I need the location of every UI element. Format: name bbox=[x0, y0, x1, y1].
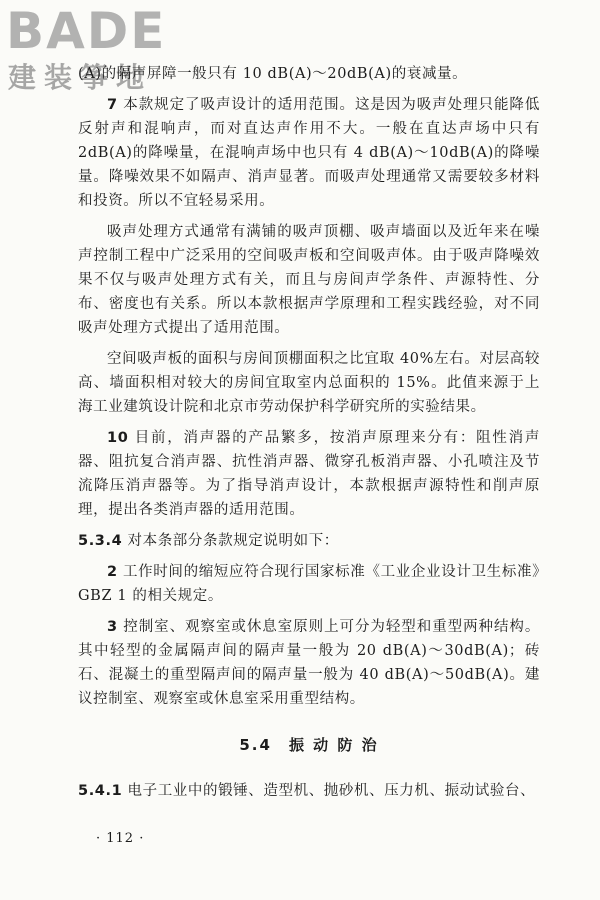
paragraph-5 bbox=[78, 426, 540, 522]
paragraph-5-text: 目前，消声器的产品繁多，按消声原理来分有：阻性消声器、阻抗复合消声器、抗性消声器、微穿孔板消声器、小孔喷注及节流降压消声器等。为了指导消声设计，本款根据声源特性和削声原理，提出各类消声器的适用范围。 bbox=[78, 430, 540, 518]
paragraph-1: (A)的隔声屏障一般只有 10 dB(A)～20dB(A)的衰减量。 bbox=[78, 66, 468, 82]
paragraph-2-text: 本款规定了吸声设计的适用范围。这是因为吸声处理只能降低反射声和混响声，而对直达声作用不大。一般在直达声场中只有 2dB(A)的降噪量，在混响声场中也只有 4 dB(A)～10dB(A)的降噪量。降噪效果不如隔声、消声显著。而吸声处理通常又需要较多材料和投资。所以不宜轻易采用。 bbox=[78, 97, 540, 209]
clause-number: 5.4.1 bbox=[78, 783, 123, 799]
clause-number: 10 bbox=[107, 430, 129, 446]
paragraph-3: 吸声处理方式通常有满铺的吸声顶棚、吸声墙面以及近年来在噪声控制工程中广泛采用的空间吸声板和空间吸声体。由于吸声降噪效果不仅与吸声处理方式有关，而且与房间声学条件、声源特性、分布、密度也有关系。所以本款根据声学原理和工程实践经验，对不同吸声处理方式提出了适用范围。 bbox=[78, 224, 540, 336]
paragraph-6 bbox=[78, 529, 540, 553]
paragraph-2 bbox=[78, 93, 540, 213]
page-number: · 112 · bbox=[96, 831, 145, 846]
paragraph-8-text: 控制室、观察室或休息室原则上可分为轻型和重型两种结构。其中轻型的金属隔声间的隔声量一般为 20 dB(A)～30dB(A)；砖石、混凝土的重型隔声间的隔声量一般为 40 dB(A)～50dB(A)。建议控制室、观察室或休息室采用重型结构。 bbox=[78, 619, 540, 707]
paragraph-7-text: 工作时间的缩短应符合现行国家标准《工业企业设计卫生标准》GBZ 1 的相关规定。 bbox=[78, 564, 540, 604]
watermark-sub-text: 建装筝地 bbox=[8, 61, 153, 94]
clause-number: 5.3.4 bbox=[78, 533, 123, 549]
clause-number: 3 bbox=[107, 619, 118, 635]
paragraph-8 bbox=[78, 615, 540, 711]
paragraph-9 bbox=[78, 779, 540, 803]
section-title: 5.4 振 动 防 治 bbox=[239, 736, 379, 754]
paragraph-9-text: 电子工业中的锻锤、造型机、抛砂机、压力机、振动试验台、 bbox=[122, 783, 536, 799]
paragraph-4: 空间吸声板的面积与房间顶棚面积之比宜取 40%左右。对层高较高、墙面积相对较大的房间宜取室内总面积的 15%。此值来源于上海工业建筑设计院和北京市劳动保护科学研究所的实验结果。 bbox=[78, 351, 540, 415]
document-body bbox=[78, 62, 540, 803]
paragraph-6-text: 对本条部分条款规定说明如下： bbox=[122, 533, 339, 549]
clause-number: 7 bbox=[107, 97, 118, 113]
watermark-logo-text: BADE bbox=[6, 2, 167, 60]
paragraph-7 bbox=[78, 560, 540, 608]
clause-number: 2 bbox=[107, 564, 118, 580]
